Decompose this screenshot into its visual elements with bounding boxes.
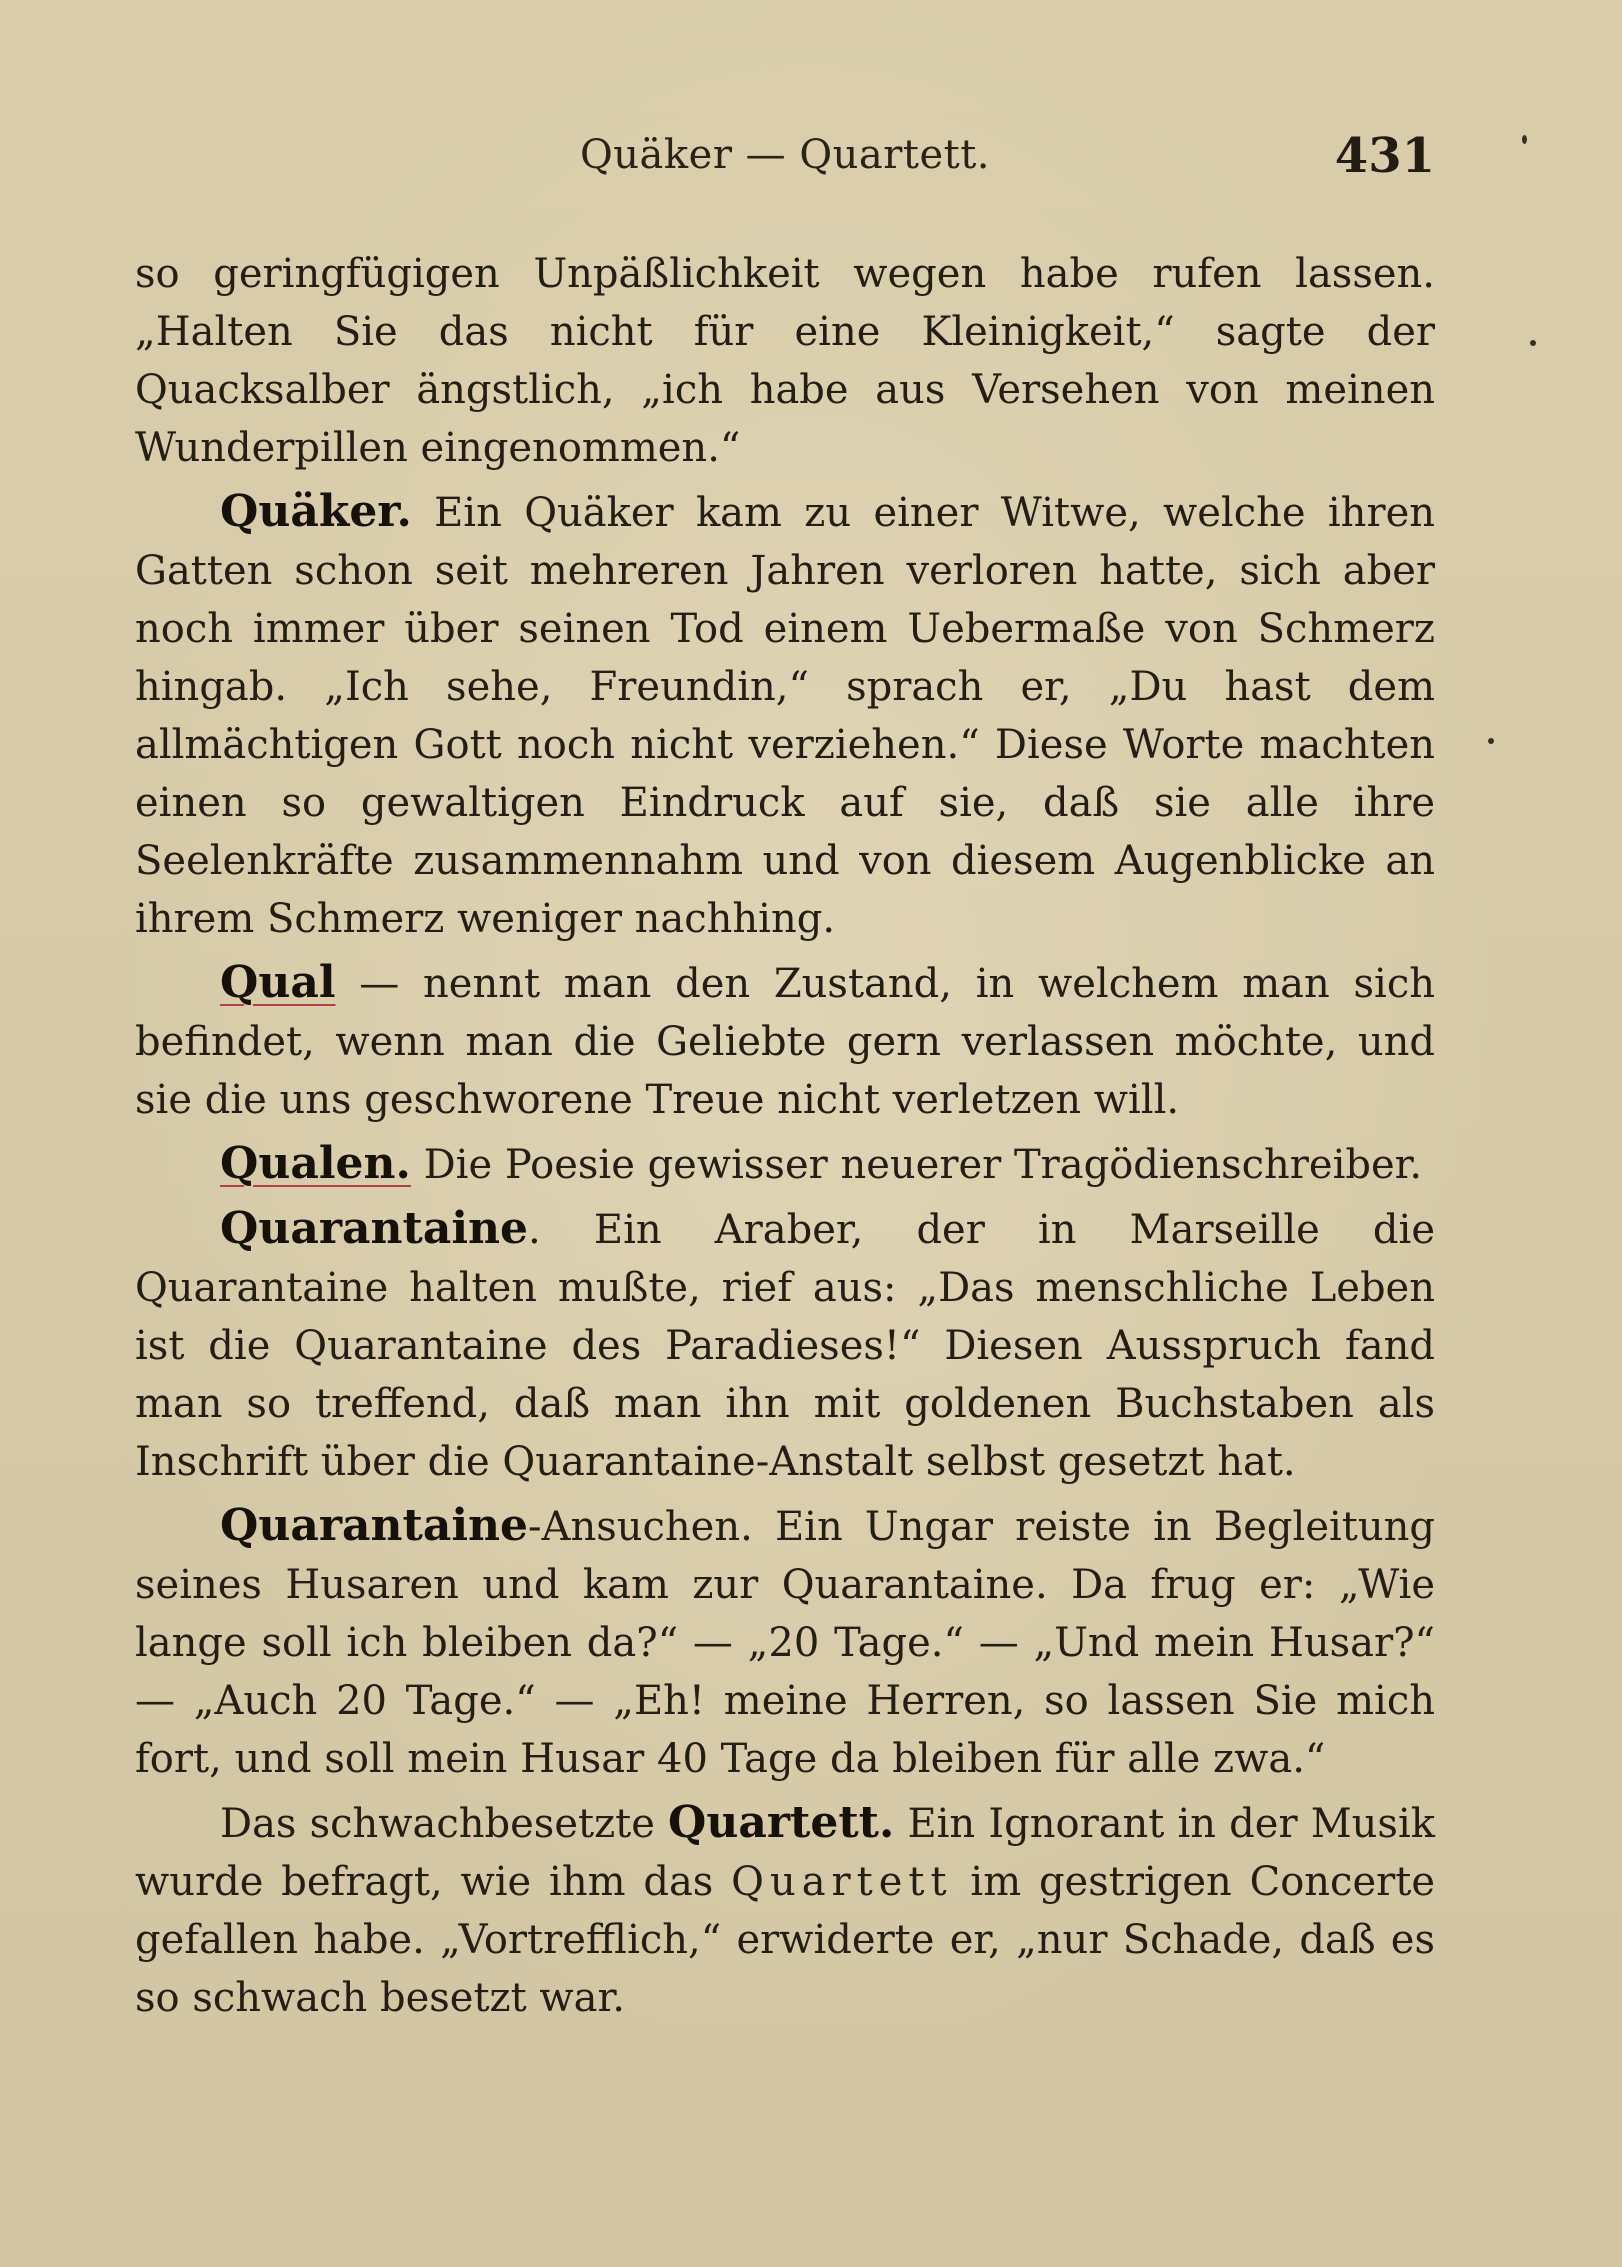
entry-qualen (135, 1135, 1435, 1194)
entry-text: — nennt man den Zustand, in welchem man sich befindet, wenn man die Geliebte gern verlassen möchte, und sie die uns geschworene Treue nicht verletzen will. (135, 961, 1435, 1123)
paper-speck (1522, 135, 1527, 144)
entry-quarantaine-ansuchen (135, 1497, 1435, 1788)
entry-text: im gestrigen Concerte gefallen habe. „Vortrefflich,“ erwiderte er, „nur Schade, daß es so schwach besetzt war. (135, 1859, 1436, 2021)
entry-text: Ein Ignorant in der Musik wurde befragt, wie ihm das (135, 1801, 1435, 1905)
entry-qual (135, 954, 1435, 1129)
page-number: 431 (1334, 128, 1435, 184)
entry-keyword: Quäker. (220, 486, 412, 537)
entry-text: -Ansuchen. Ein Ungar reiste in Begleitung seines Husaren und kam zur Quarantaine. Da frug er: „Wie lange soll ich bleiben da?“ — „20 Tage.“ — „Und mein Husar?“ — „Auch 20 Tage.“ — „Eh! meine Herren, so lassen Sie mich fort, und soll mein Husar 40 Tage da bleiben für alle zwa.“ (135, 1504, 1435, 1782)
paper-speck (1530, 340, 1536, 346)
spaced-word: Quartett (731, 1859, 953, 1905)
entry-keyword: Qual (220, 957, 336, 1008)
page-header (135, 128, 1435, 198)
entry-keyword: Quarantaine (220, 1500, 529, 1551)
entry-text: Ein Quäker kam zu einer Witwe, welche ihren Gatten schon seit mehreren Jahren verloren hatte, sich aber noch immer über seinen Tod einem Uebermaße von Schmerz hingab. „Ich sehe, Freundin,“ sprach er, „Du hast dem allmächtigen Gott noch nicht verziehen.“ Diese Worte machten einen so gewaltigen Eindruck auf sie, daß sie alle ihre Seelenkräfte zusammennahm und von diesem Augenblicke an ihrem Schmerz weniger nachhing. (135, 490, 1435, 942)
body-text (135, 245, 1435, 2033)
running-title: Quäker — Quartett. (580, 132, 990, 178)
entry-text: . Ein Araber, der in Marseille die Quarantaine halten mußte, rief aus: „Das menschliche Leben ist die Quarantaine des Paradieses!“ Diesen Ausspruch fand man so treffend, daß man ihn mit goldenen Buchstaben als Inschrift über die Quarantaine-Anstalt selbst gesetzt hat. (135, 1207, 1435, 1485)
entry-prefix: Das schwachbesetzte (220, 1801, 669, 1847)
entry-keyword: Quartett. (668, 1797, 895, 1848)
entry-quaeker (135, 483, 1435, 948)
paper-speck (1488, 738, 1494, 744)
entry-keyword: Quarantaine (220, 1203, 529, 1254)
entry-keyword: Qualen. (220, 1138, 411, 1189)
entry-quartett (135, 1794, 1435, 2027)
entry-continuation (135, 245, 1435, 477)
entry-quarantaine (135, 1200, 1435, 1491)
entry-text: so geringfügigen Unpäßlichkeit wegen habe rufen lassen. „Halten Sie das nicht für eine Kleinigkeit,“ sagte der Quacksalber ängstlich, „ich habe aus Versehen von meinen Wunderpillen eingenommen.“ (135, 251, 1435, 471)
entry-text: Die Poesie gewisser neuerer Tragödienschreiber. (410, 1142, 1423, 1188)
